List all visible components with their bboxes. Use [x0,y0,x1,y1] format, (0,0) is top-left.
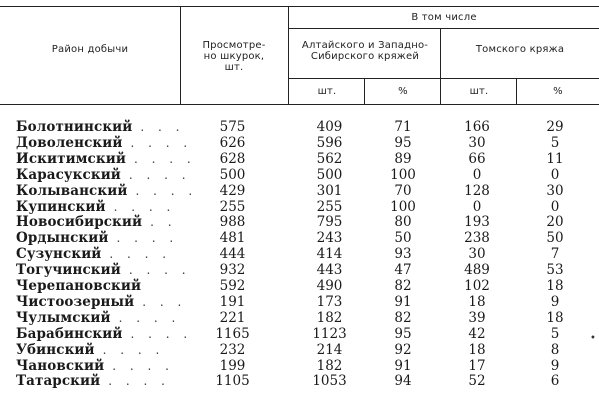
viewed-count: 575 [219,119,246,135]
table-row [0,136,599,151]
col-divider-5 [516,78,517,105]
altai-count: 173 [316,293,343,310]
altai-percent: 91 [394,357,412,374]
tomsk-count: 193 [464,214,490,231]
altai-percent: 91 [394,293,412,310]
viewed-count: 1165 [215,325,250,342]
viewed-count: 1105 [215,373,250,390]
altai-count: 182 [316,357,343,374]
tomsk-count: 238 [464,230,490,247]
viewed-count: 628 [219,150,246,167]
altai-count: 490 [316,278,343,294]
viewed-count: 221 [219,309,246,326]
viewed-count: 988 [219,214,246,231]
viewed-count: 232 [219,341,246,358]
viewed-count: 444 [219,246,246,263]
margin-dot: • [590,333,596,344]
region-name: Искитимский [16,150,126,167]
region-name: Черепановский [16,278,142,294]
altai-count: 1123 [312,325,347,342]
tomsk-percent: 0 [550,166,560,183]
region-name: Купинский [16,198,106,215]
altai-count: 500 [316,166,343,183]
region-name: Новосибирский [16,214,143,231]
altai-percent: 95 [394,134,412,151]
altai-percent: 100 [390,166,416,183]
viewed-count: 191 [219,293,246,310]
region-name: Карасукский [16,166,121,183]
table-row [0,120,599,135]
subheader-rule [288,78,599,79]
region-name: Тогучинский [16,262,121,279]
altai-percent: 89 [394,150,412,167]
header-region: Район добычи [51,44,129,55]
altai-percent: 80 [394,214,412,231]
altai-percent: 93 [394,246,412,263]
tomsk-percent: 6 [550,373,560,390]
table-row [0,295,599,310]
region-name: Чановский [16,357,105,374]
leader-dots: . . [150,215,177,230]
table-row [0,184,599,199]
altai-count: 562 [316,150,343,167]
altai-count: 182 [316,309,343,326]
tomsk-percent: 5 [550,134,560,151]
altai-count: 243 [316,230,343,247]
tomsk-count: 17 [468,357,486,374]
table-row [0,327,599,342]
altai-count: 255 [316,198,343,215]
table-row [0,168,599,183]
tomsk-percent: 50 [546,230,564,247]
table-row [0,215,599,230]
leader-dots: . . . [140,120,185,134]
tomsk-percent: 29 [546,119,564,135]
altai-percent: 70 [394,182,412,199]
header-pct-1: % [398,86,408,97]
tomsk-percent: 30 [546,182,564,199]
header-pcs-1: шт. [317,86,337,97]
table-row [0,263,599,278]
tomsk-percent: 9 [550,357,560,374]
altai-count: 214 [316,341,343,358]
header-tomsk: Томского кряжа [475,44,565,55]
leader-dots: . . . . [133,151,196,166]
tomsk-count: 128 [464,182,490,199]
top-rule [0,6,599,7]
leader-dots: . . . . [128,263,191,278]
header-viewed: Просмотре- но шкурок, шт. [202,40,266,73]
tomsk-count: 102 [464,278,490,294]
altai-percent: 47 [394,262,412,279]
altai-percent: 50 [394,230,412,247]
altai-count: 795 [316,214,343,231]
table-row [0,311,599,326]
table-row [0,152,599,167]
tomsk-count: 30 [468,134,486,151]
leader-dots: . . . . [113,199,176,214]
altai-percent: 71 [394,119,412,135]
altai-percent: 92 [394,341,412,358]
region-name: Колыванский [16,182,128,199]
table-row [0,279,599,294]
table-row [0,374,599,389]
altai-count: 596 [316,134,343,151]
viewed-count: 255 [219,198,246,215]
altai-count: 409 [316,119,343,135]
viewed-count: 429 [219,182,246,199]
col-divider-2 [288,6,289,105]
region-name: Барабинский [16,325,123,342]
table-row [0,247,599,262]
including-rule [288,28,599,29]
leader-dots: . . . . [102,342,165,357]
region-name: Болотнинский [16,119,133,135]
viewed-count: 199 [219,357,246,374]
col-divider-1 [180,6,181,105]
tomsk-count: 18 [468,293,486,310]
viewed-count: 932 [219,262,246,279]
leader-dots: . . . . [118,310,181,325]
tomsk-percent: 8 [550,341,560,358]
viewed-count: 626 [219,134,246,151]
altai-percent: 100 [390,198,416,215]
region-name: Сузунский [16,246,102,263]
tomsk-percent: 11 [546,150,564,167]
tomsk-count: 42 [468,325,486,342]
header-pcs-2: шт. [469,86,489,97]
region-name: Татарский [16,373,101,390]
tomsk-percent: 7 [550,246,560,263]
tomsk-count: 30 [468,246,486,263]
region-name: Убинский [16,341,95,358]
tomsk-count: 0 [472,166,482,183]
col-divider-3 [440,28,441,105]
leader-dots: . . . . [135,183,198,198]
tomsk-count: 166 [464,119,490,135]
header-including: В том числе [411,12,477,23]
tomsk-percent: 5 [550,325,560,342]
tomsk-count: 52 [468,373,486,390]
region-name: Доволенский [16,134,123,151]
altai-percent: 82 [394,278,412,294]
table-row [0,200,599,215]
viewed-count: 481 [219,230,246,247]
header-bottom-rule [0,104,599,105]
leader-dots: . . . . [112,358,174,373]
altai-count: 414 [316,246,343,263]
tomsk-percent: 20 [546,214,564,231]
altai-count: 1053 [312,373,347,390]
leader-dots: . . . . [130,326,193,341]
viewed-count: 500 [219,166,246,183]
altai-percent: 95 [394,325,412,342]
viewed-count: 592 [219,278,246,294]
leader-dots: . . . . [109,247,172,262]
table-row [0,343,599,358]
table-row [0,359,599,374]
leader-dots: . . . . [128,167,191,182]
header-pct-2: % [553,86,563,97]
leader-dots: . . . [142,294,187,309]
tomsk-count: 66 [468,150,486,167]
altai-percent: 94 [394,373,412,390]
tomsk-count: 39 [468,309,486,326]
tomsk-percent: 53 [546,262,564,279]
leader-dots: . . . . [116,231,179,246]
leader-dots: . . . . [108,374,170,389]
altai-count: 301 [316,182,343,199]
tomsk-percent: 18 [546,278,564,294]
region-name: Чистоозерный [16,293,135,310]
tomsk-percent: 18 [546,309,564,326]
leader-dots: . . . . [130,135,193,150]
region-name: Ордынский [16,230,109,247]
header-altai: Алтайского и Западно- Сибирского кряжей [301,40,429,62]
table-row [0,231,599,246]
tomsk-count: 0 [472,198,482,215]
tomsk-percent: 0 [550,198,560,215]
col-divider-4 [364,78,365,105]
tomsk-count: 489 [464,262,490,279]
tomsk-percent: 9 [550,293,560,310]
region-name: Чулымский [16,309,111,326]
altai-count: 443 [316,262,343,279]
altai-percent: 82 [394,309,412,326]
tomsk-count: 18 [468,341,486,358]
